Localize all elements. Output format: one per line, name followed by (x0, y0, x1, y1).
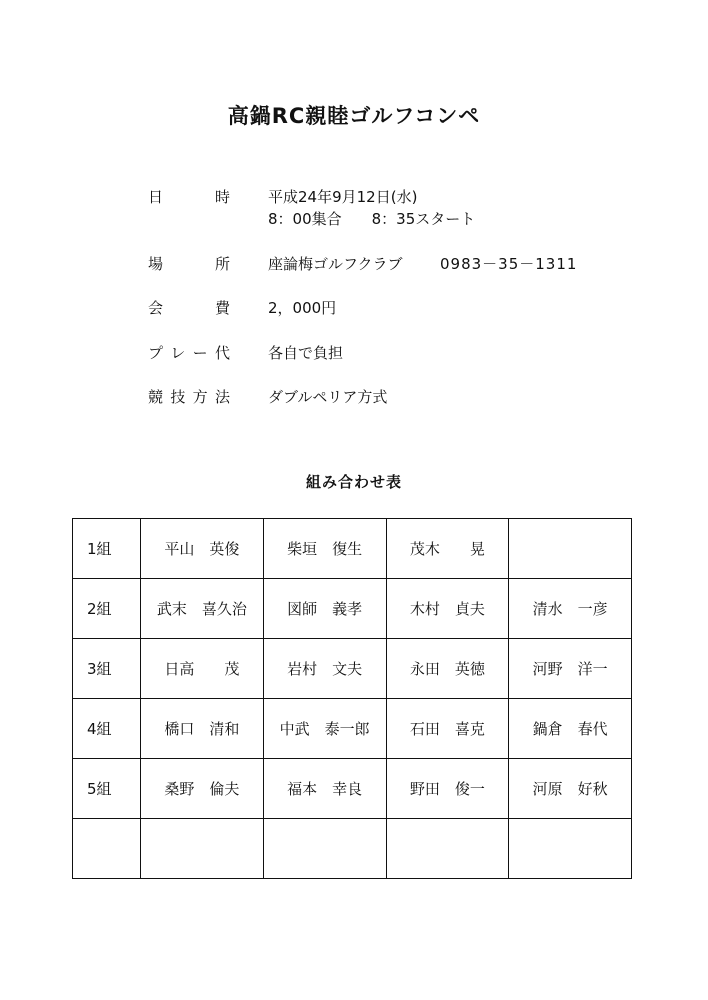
info-play-fee-label (148, 342, 230, 363)
player-cell (263, 819, 386, 879)
info-datetime-label (148, 186, 230, 207)
group-label: 2組 (73, 579, 141, 639)
pairing-table-title: 組み合わせ表 (305, 473, 402, 491)
group-label: 1組 (73, 519, 141, 579)
info-datetime-value (268, 186, 475, 230)
label-char: 会 (148, 299, 164, 317)
label-char: 日 (148, 188, 164, 206)
table-row (73, 819, 632, 879)
player-cell: 石田 喜克 (386, 699, 509, 759)
pairing-table (72, 518, 632, 879)
info-method-label (148, 386, 230, 407)
player-cell (509, 819, 632, 879)
label-char: レ (170, 344, 186, 362)
group-label: 3組 (73, 639, 141, 699)
group-label: 5組 (73, 759, 141, 819)
player-cell: 日高 茂 (141, 639, 264, 699)
player-cell: 中武 泰一郎 (263, 699, 386, 759)
label-char: 費 (214, 299, 230, 317)
info-place-value: 座論梅ゴルフクラブ (268, 255, 403, 273)
label-char: 場 (148, 255, 164, 273)
table-row (73, 639, 632, 699)
player-cell: 桑野 倫夫 (141, 759, 264, 819)
player-cell: 野田 俊一 (386, 759, 509, 819)
player-cell (386, 819, 509, 879)
label-char: 競 (148, 388, 164, 406)
player-cell: 清水 一彦 (509, 579, 632, 639)
label-char: ー (192, 344, 208, 362)
table-row (73, 579, 632, 639)
player-cell: 永田 英徳 (386, 639, 509, 699)
info-place-label (148, 253, 230, 274)
label-char: 所 (214, 255, 230, 273)
player-cell: 鍋倉 春代 (509, 699, 632, 759)
table-row (73, 519, 632, 579)
label-char: 方 (192, 388, 208, 406)
player-cell (141, 819, 264, 879)
label-char: 技 (170, 388, 186, 406)
group-label (73, 819, 141, 879)
player-cell: 武末 喜久治 (141, 579, 264, 639)
label-char: プ (148, 344, 164, 362)
player-cell (509, 519, 632, 579)
info-fee-value: 2，000円 (268, 299, 337, 317)
table-row (73, 759, 632, 819)
group-label: 4組 (73, 699, 141, 759)
info-method-value: ダブルペリア方式 (268, 388, 388, 406)
player-cell: 岩村 文夫 (263, 639, 386, 699)
label-char: 代 (214, 344, 230, 362)
label-char: 時 (214, 188, 230, 206)
player-cell: 木村 貞夫 (386, 579, 509, 639)
date-line: 平成24年9月12日(水) (268, 188, 418, 206)
player-cell: 河原 好秋 (509, 759, 632, 819)
player-cell: 福本 幸良 (263, 759, 386, 819)
player-cell: 茂木 晃 (386, 519, 509, 579)
table-row (73, 699, 632, 759)
time-line: 8：00集合 8：35スタート (268, 210, 476, 228)
player-cell: 橋口 清和 (141, 699, 264, 759)
info-place-phone: 0983－35－1311 (440, 255, 578, 273)
player-cell: 平山 英俊 (141, 519, 264, 579)
info-play-fee-value: 各自で負担 (268, 344, 344, 362)
player-cell: 河野 洋一 (509, 639, 632, 699)
player-cell: 図師 義孝 (263, 579, 386, 639)
info-fee-label (148, 297, 230, 318)
label-char: 法 (214, 388, 230, 406)
player-cell: 柴垣 復生 (263, 519, 386, 579)
page-title: 高鍋RC親睦ゴルフコンペ (227, 104, 481, 128)
